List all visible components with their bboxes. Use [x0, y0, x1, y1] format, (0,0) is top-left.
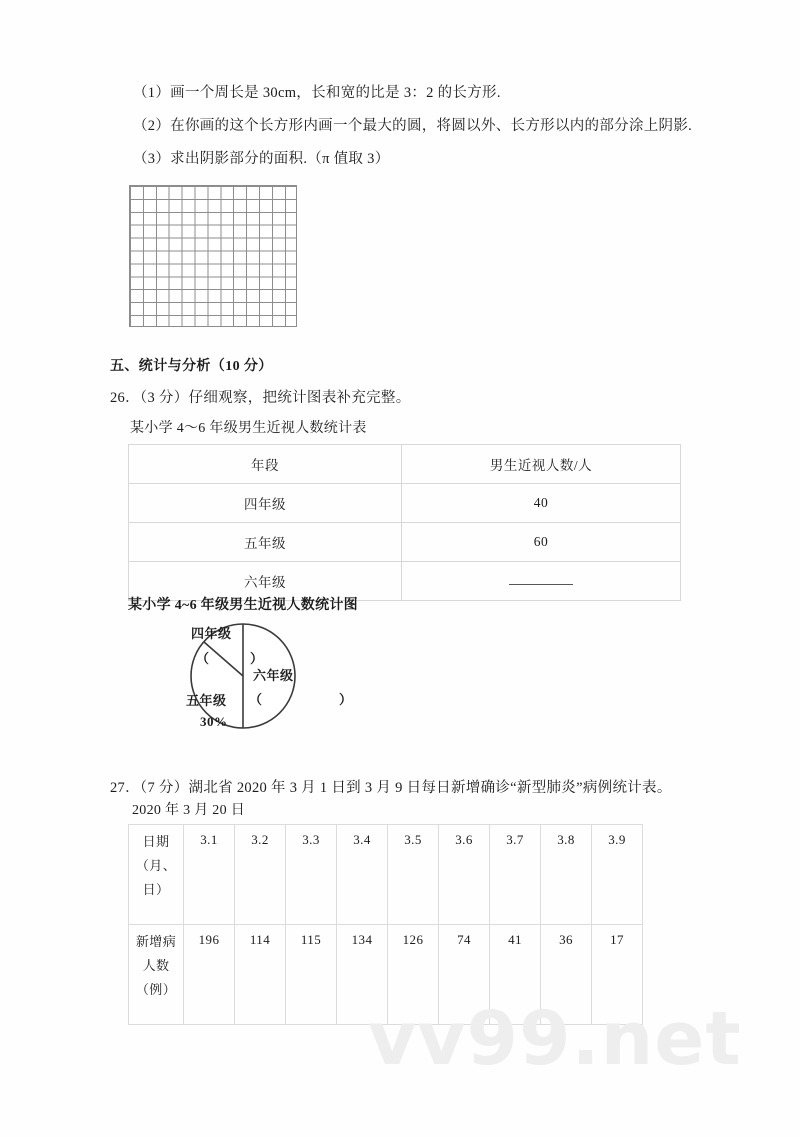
cell-cases-0: 196 — [184, 925, 235, 1025]
cell-cases-1: 114 — [235, 925, 286, 1025]
pie-value-grade4: （ ） — [196, 651, 278, 666]
question-27-date: 2020 年 3 月 20 日 — [132, 803, 245, 818]
table-header-grade: 年段 — [129, 445, 402, 484]
section-heading: 五、统计与分析（10 分） — [110, 359, 273, 374]
cell-date-6: 3.7 — [490, 825, 541, 925]
question-line-1-text: （1）画一个周长是 30cm，长和宽的比是 3：2 的长方形. — [133, 85, 501, 101]
chart-caption-pie: 某小学 4~6 年级男生近视人数统计图 — [128, 598, 358, 613]
covid-cases-table — [128, 824, 643, 1025]
cell-cases-7: 36 — [541, 925, 592, 1025]
answer-blank-line — [509, 584, 573, 585]
cell-count-4: 40 — [402, 484, 681, 523]
pie-value-grade6: （ ） — [249, 692, 385, 707]
pie-value-grade5: 30% — [200, 714, 228, 729]
table-row — [129, 445, 681, 484]
cell-date-8: 3.9 — [592, 825, 643, 925]
pie-label-grade5: 五年级 — [186, 693, 227, 708]
pie-label-grade6: 六年级 — [253, 668, 294, 683]
cell-cases-3: 134 — [337, 925, 388, 1025]
cell-date-2: 3.3 — [286, 825, 337, 925]
cell-date-0: 3.1 — [184, 825, 235, 925]
question-line-3-text: （3）求出阴影部分的面积.（π 值取 3） — [133, 151, 390, 167]
question-26-text: 26．（3 分）仔细观察，把统计图表补充完整。 — [110, 390, 411, 406]
pie-label-grade4: 四年级 — [191, 626, 232, 641]
cell-date-3: 3.4 — [337, 825, 388, 925]
cell-count-5: 60 — [402, 523, 681, 562]
question-line-3 — [133, 149, 390, 171]
question-line-2-text: （2）在你画的这个长方形内画一个最大的圆，将圆以外、长方形以内的部分涂上阴影. — [133, 118, 693, 134]
cell-cases-8: 17 — [592, 925, 643, 1025]
question-line-1 — [133, 83, 501, 105]
table-row — [129, 484, 681, 523]
question-27-text: 27．（7 分）湖北省 2020 年 3 月 1 日到 3 月 9 日每日新增确诊“新型肺炎”病例统计表。 — [110, 780, 672, 796]
grades-myopia-table — [128, 444, 681, 601]
cell-cases-5: 74 — [439, 925, 490, 1025]
site-watermark: vv99.net — [368, 996, 742, 1082]
cell-cases-2: 115 — [286, 925, 337, 1025]
row-header-cases: 新增病人数（例） — [129, 925, 184, 1025]
table-header-count: 男生近视人数/人 — [402, 445, 681, 484]
cell-date-5: 3.6 — [439, 825, 490, 925]
table-row — [129, 523, 681, 562]
table-row — [129, 825, 643, 925]
graph-paper-grid — [129, 185, 297, 327]
cell-grade-4: 四年级 — [129, 484, 402, 523]
cell-cases-4: 126 — [388, 925, 439, 1025]
cell-date-4: 3.5 — [388, 825, 439, 925]
cell-date-7: 3.8 — [541, 825, 592, 925]
cell-cases-6: 41 — [490, 925, 541, 1025]
table-caption-grades: 某小学 4～6 年级男生近视人数统计表 — [130, 421, 367, 436]
cell-grade-6: 六年级 — [129, 562, 402, 601]
question-line-2 — [133, 116, 692, 138]
cell-date-1: 3.2 — [235, 825, 286, 925]
row-header-date: 日期（月、日） — [129, 825, 184, 925]
cell-grade-5: 五年级 — [129, 523, 402, 562]
cell-count-6-blank — [402, 562, 681, 601]
